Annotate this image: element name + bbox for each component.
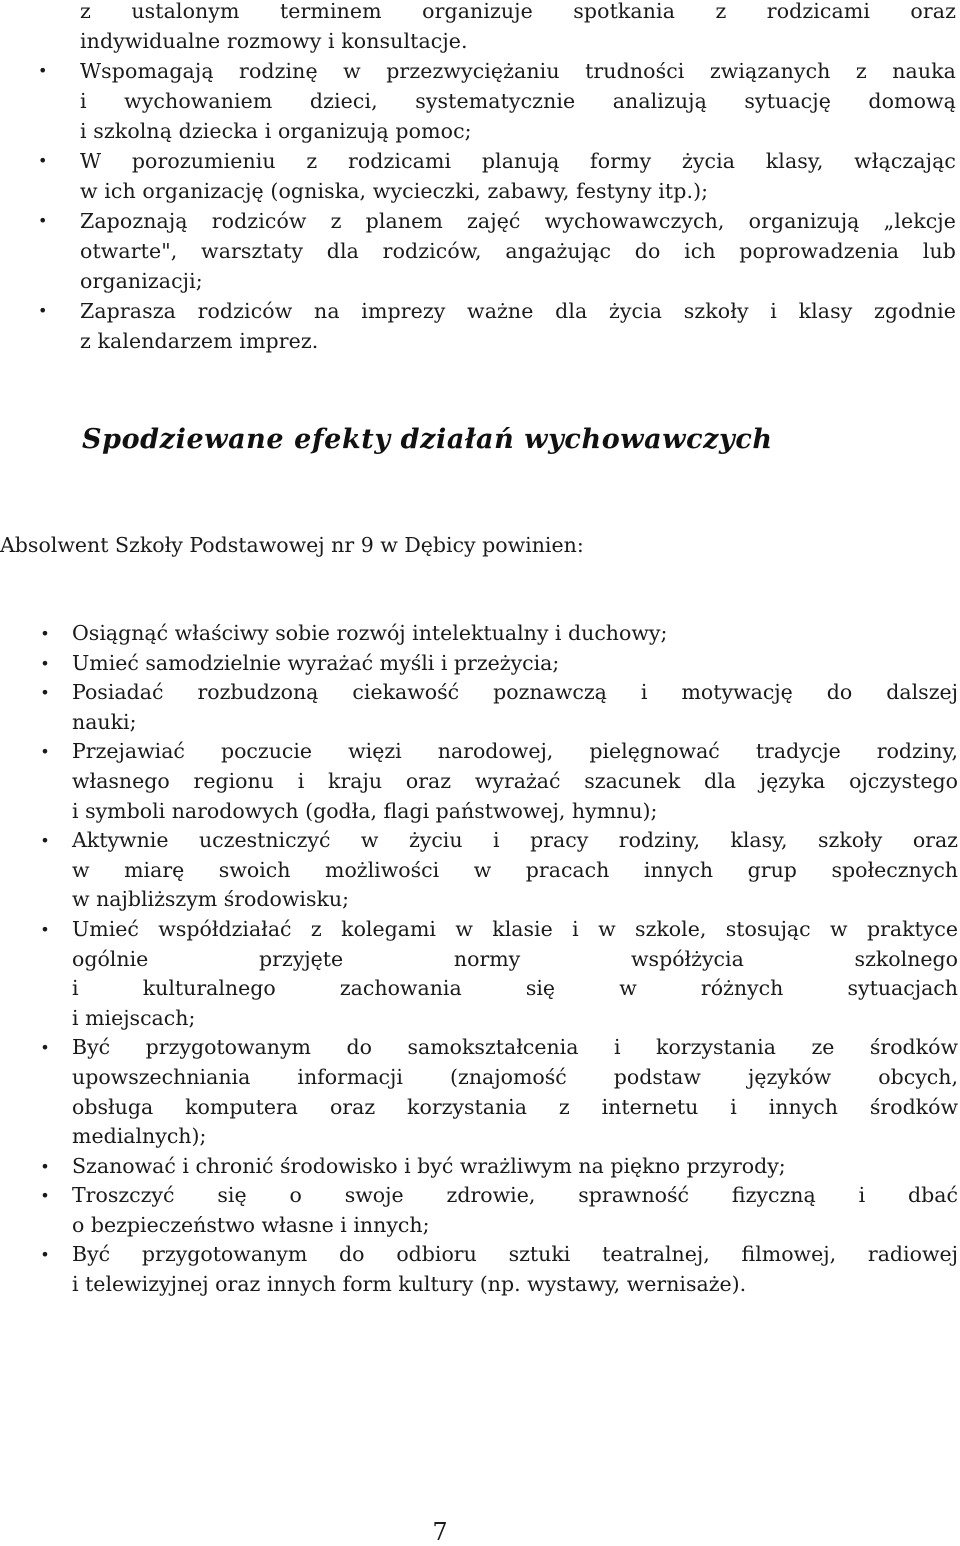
bullet-icon: • xyxy=(40,831,50,851)
text-line: W porozumieniu z rodzicami planują formy życia klasy, włączając xyxy=(80,149,956,173)
bullet-icon: • xyxy=(40,1245,50,1265)
text-line: i miejscach; xyxy=(72,1005,196,1030)
text-line: Przejawiać poczucie więzi narodowej, pielęgnować tradycje rodziny, xyxy=(72,739,958,764)
continued-list-item xyxy=(0,0,960,56)
text-line: obsługa komputera oraz korzystania z internetu i innych środków xyxy=(72,1094,958,1119)
text-line: i telewizyjnej oraz innych form kultury (np. wystawy, wernisaże). xyxy=(72,1272,747,1297)
effect-list-item xyxy=(0,678,958,737)
text-line: i kulturalnego zachowania się w różnych sytuacjach xyxy=(72,976,958,1001)
bullet-icon: • xyxy=(40,624,50,643)
text-line: Szanować i chronić środowisko i być wrażliwym na piękno przyrody; xyxy=(72,1153,786,1178)
intro-paragraph: Absolwent Szkoły Podstawowej nr 9 w Dębicy powinien: xyxy=(0,533,584,557)
text-line: Aktywnie uczestniczyć w życiu i pracy rodziny, klasy, szkoły oraz xyxy=(72,828,958,853)
text-line: Zapoznają rodziców z planem zajęć wychowawczych, organizują „lekcje xyxy=(80,209,956,233)
text-line: i wychowaniem dzieci, systematycznie analizują sytuację domową xyxy=(80,89,956,113)
text-line: Troszczyć się o swoje zdrowie, sprawność fizyczną i dbać xyxy=(72,1183,958,1208)
text-line: ogólnie przyjęte normy współżycia szkolnego xyxy=(72,946,958,971)
text-line: w ich organizację (ogniska, wycieczki, zabawy, festyny itp.); xyxy=(80,179,709,203)
effect-list-item xyxy=(0,1033,958,1151)
bullet-icon: • xyxy=(38,211,48,230)
effect-list-item xyxy=(0,1240,958,1299)
bullet-icon: • xyxy=(38,151,48,170)
text-line: Zaprasza rodziców na imprezy ważne dla życia szkoły i klasy zgodnie xyxy=(80,299,956,323)
page-number-text: 7 xyxy=(432,1518,448,1546)
bullet-icon: • xyxy=(40,653,50,673)
bullet-icon: • xyxy=(40,919,50,939)
text-line: o bezpieczeństwo własne i innych; xyxy=(72,1212,430,1237)
list-item xyxy=(0,56,960,146)
text-line: Osiągnąć właściwy sobie rozwój intelektualny i duchowy; xyxy=(72,621,668,645)
section-heading: Spodziewane efekty działań wychowawczych xyxy=(82,424,773,455)
text-line: organizacji; xyxy=(80,269,203,293)
text-line: Być przygotowanym do samokształcenia i korzystania ze środków xyxy=(72,1035,958,1060)
bullet-icon: • xyxy=(40,1186,50,1206)
list-item xyxy=(0,146,960,206)
bullet-icon: • xyxy=(40,683,50,703)
text-line: upowszechniania informacji (znajomość podstaw języków obcych, xyxy=(72,1064,958,1089)
effect-list-item xyxy=(0,619,958,649)
text-line: otwarte", warsztaty dla rodziców, angażując do ich poprowadzenia lub xyxy=(80,239,956,263)
list-item xyxy=(0,206,960,296)
effect-list-item xyxy=(0,649,958,679)
text-line: indywidualne rozmowy i konsultacje. xyxy=(80,29,468,53)
parent-cooperation-list xyxy=(0,0,960,356)
text-line: Posiadać rozbudzoną ciekawość poznawczą i motywację do dalszej xyxy=(72,680,958,705)
effect-list-item xyxy=(0,737,958,826)
text-line: Umieć samodzielnie wyrażać myśli i przeżycia; xyxy=(72,650,560,675)
bullet-icon: • xyxy=(40,1156,50,1176)
text-line: i szkolną dziecka i organizują pomoc; xyxy=(80,119,472,143)
text-line: Umieć współdziałać z kolegami w klasie i w szkole, stosując w praktyce xyxy=(72,916,958,941)
text-line: w najbliższym środowisku; xyxy=(72,887,350,912)
expected-effects-list xyxy=(0,619,958,1300)
bullet-icon: • xyxy=(38,301,48,320)
text-line: z ustalonym terminem organizuje spotkania z rodzicami oraz xyxy=(80,0,956,23)
text-line: z kalendarzem imprez. xyxy=(80,329,319,353)
text-line: w miarę swoich możliwości w pracach innych grup społecznych xyxy=(72,857,958,882)
text-line: i symboli narodowych (godła, flagi państwowej, hymnu); xyxy=(72,798,658,823)
bullet-icon: • xyxy=(40,1038,50,1058)
effect-list-item xyxy=(0,1152,958,1182)
bullet-icon: • xyxy=(40,742,50,762)
list-item xyxy=(0,296,960,356)
text-line: medialnych); xyxy=(72,1124,207,1149)
text-line: Wspomagają rodzinę w przezwyciężaniu trudności związanych z nauka xyxy=(80,59,956,83)
text-line: własnego regionu i kraju oraz wyrażać szacunek dla języka ojczystego xyxy=(72,768,958,793)
effect-list-item xyxy=(0,826,958,915)
page-number xyxy=(0,1518,960,1546)
effect-list-item xyxy=(0,1181,958,1240)
effect-list-item xyxy=(0,915,958,1033)
text-line: nauki; xyxy=(72,709,137,734)
text-line: Być przygotowanym do odbioru sztuki teatralnej, filmowej, radiowej xyxy=(72,1242,958,1267)
bullet-icon: • xyxy=(38,61,48,80)
